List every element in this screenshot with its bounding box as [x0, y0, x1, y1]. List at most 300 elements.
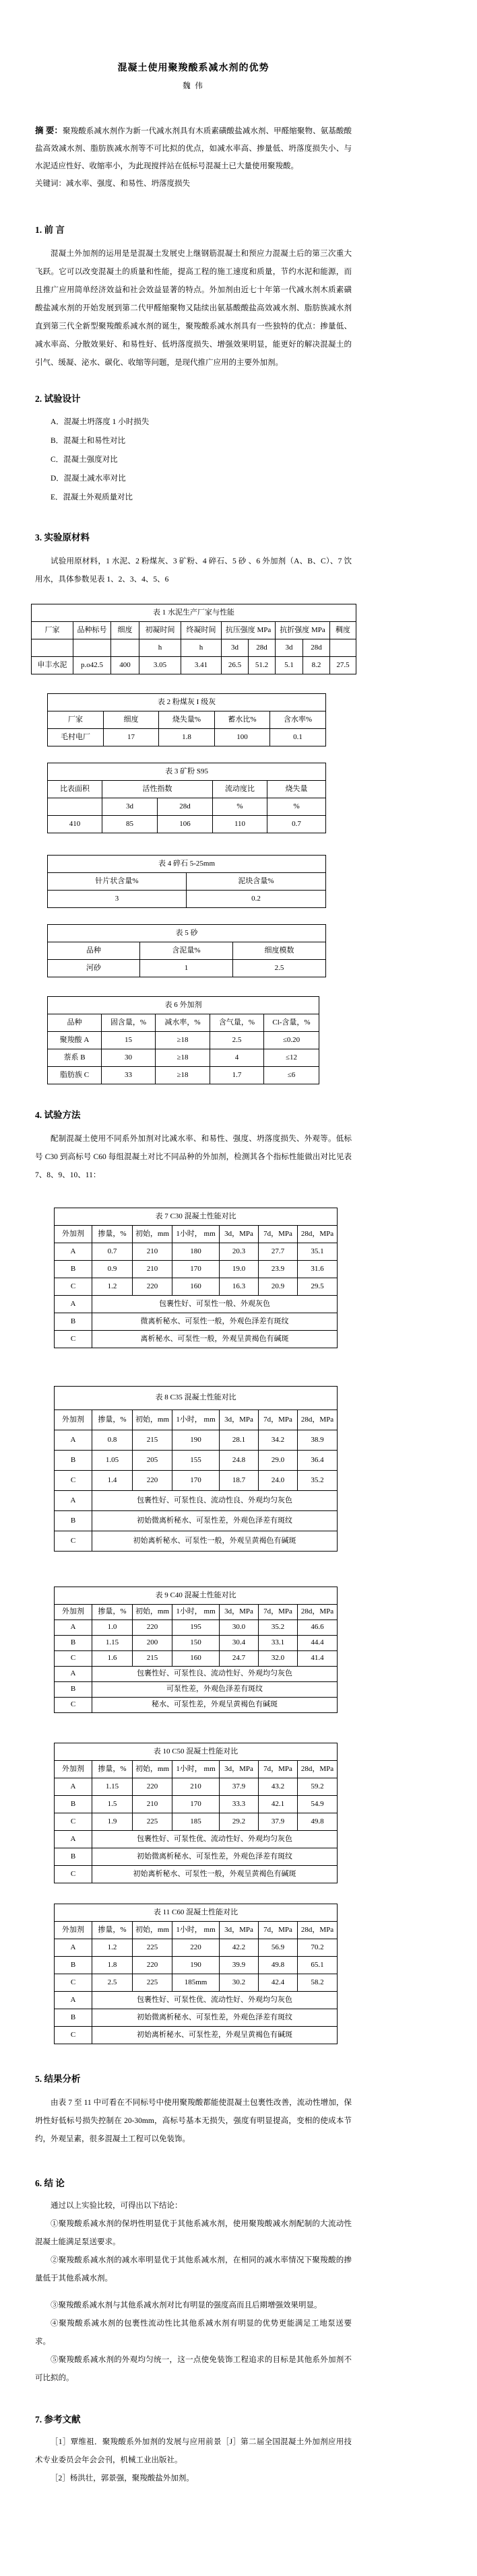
table-data-cell: 220: [133, 1620, 172, 1636]
table-data-cell: 49.8: [298, 1813, 338, 1831]
table-data-cell: ≤6: [264, 1067, 319, 1084]
table-data-cell: 1.2: [92, 1278, 133, 1296]
table-data-cell: 1.05: [92, 1451, 133, 1471]
table-header-cell: 1小时， mm: [172, 1226, 220, 1243]
table-title: 表 4 碎石 5-25mm: [48, 856, 326, 873]
table-data-cell: 29.2: [220, 1813, 259, 1831]
table-data-cell: A: [55, 1491, 92, 1511]
table-data-cell: 59.2: [298, 1778, 338, 1796]
table-data-cell: 58.2: [298, 1974, 338, 1992]
table-data-cell: B: [55, 1313, 92, 1331]
table-1-cement: [31, 604, 356, 674]
table-data-cell: 1.9: [92, 1813, 133, 1831]
table-data-cell: C: [55, 1651, 92, 1667]
table-data-cell: 41.4: [298, 1651, 338, 1667]
table-data-cell: 210: [133, 1796, 172, 1813]
table-header-cell: 1小时， mm: [172, 1761, 220, 1778]
table-data-cell: B: [55, 1796, 92, 1813]
table-data-cell: 225: [133, 1813, 172, 1831]
table-data-cell: 5.1: [276, 657, 303, 674]
table-note-cell: 初始微离析秘水、可泵性差，外观色泽差有斑纹: [92, 2009, 338, 2027]
table-data-cell: C: [55, 1278, 92, 1296]
table-data-cell: B: [55, 1451, 92, 1471]
table-data-cell: C: [55, 2027, 92, 2044]
table-header-cell: 28d，MPa: [298, 1922, 338, 1939]
table-header-cell: 28d: [158, 798, 213, 816]
table-header-cell: 掺量，%: [92, 1922, 133, 1939]
table-data-cell: 43.2: [259, 1778, 298, 1796]
table-note-cell: 包裹性好、可泵性一般、外观灰色: [92, 1296, 338, 1313]
table-data-cell: 0.7: [267, 816, 326, 833]
table-header-cell: 7d，MPa: [259, 1226, 298, 1243]
conclusion-list: [35, 2215, 352, 2388]
table-data-cell: A: [55, 1667, 92, 1682]
table-title: 表 9 C40 混凝土性能对比: [55, 1587, 338, 1605]
paragraph-results: 由表 7 至 11 中可看在不同标号中使用聚羧酸都能使混凝土包裹性改善，流动性增加，保坍性好低标号损失控制在 20-30mm，高标号基本无损失，强度有明显提高，变相的使成本节约，外观呈素，很多混凝土工程可以免装饰。: [35, 2099, 352, 2143]
conclusion-intro: 通过以上实验比较，可得出以下结论：: [51, 2202, 183, 2210]
table-title: 表 2 粉煤灰 I 级灰: [48, 694, 326, 711]
table-data-cell: 160: [172, 1651, 220, 1667]
table-data-cell: 38.9: [298, 1430, 338, 1451]
table-data-cell: 155: [172, 1451, 220, 1471]
table-data-cell: 20.3: [220, 1243, 259, 1261]
table-data-cell: 110: [213, 816, 267, 833]
table-header-cell: 28d，MPa: [298, 1410, 338, 1430]
table-title: 表 5 砂: [48, 925, 326, 942]
table-note-cell: 初始微离析秘水、可泵性差，外观色泽差有斑纹: [92, 1848, 338, 1866]
section-heading-6: 6. 结 论: [35, 2178, 65, 2188]
conclusion-item: ④聚羧酸系减水剂的包裹性流动性比其他系减水剂有明显的优势更能满足工地泵送要求。: [35, 2320, 352, 2346]
table-header-cell: 品种: [48, 942, 140, 960]
table-data-cell: 24.0: [259, 1471, 298, 1491]
table-header-cell: 3d，MPa: [220, 1761, 259, 1778]
table-data-cell: 200: [133, 1636, 172, 1651]
abstract: [35, 122, 352, 175]
table-data-cell: C: [55, 1471, 92, 1491]
table-data-cell: 聚羧酸 A: [48, 1032, 102, 1049]
table-data-cell: 180: [172, 1243, 220, 1261]
table-data-cell: 49.8: [259, 1957, 298, 1974]
table-data-cell: 46.6: [298, 1620, 338, 1636]
table-data-cell: p.o42.5: [73, 657, 111, 674]
table-data-cell: 56.9: [259, 1939, 298, 1957]
table-data-cell: ≤12: [264, 1049, 319, 1067]
conclusion-item: ②聚羧酸系减水剂的减水率明显优于其他系减水剂，在相同的减水率情况下聚羧酸的掺量低于其他系减水剂。: [35, 2256, 352, 2283]
table-data-cell: 1.7: [210, 1067, 264, 1084]
table-data-cell: 2.5: [210, 1032, 264, 1049]
table-header-cell: 1小时， mm: [172, 1605, 220, 1620]
table-header-cell: 28d，MPa: [298, 1761, 338, 1778]
design-item: D．混凝土减水率对比: [51, 475, 126, 483]
reference-item: ［1］覃维祖．聚羧酸系外加剂的发展与应用前景［J］第二届全国混凝土外加剂应用技术专业委员会年会会刊，机械工业出版社。: [35, 2438, 352, 2464]
table-data-cell: 85: [102, 816, 158, 833]
table-data-cell: 1.0: [92, 1620, 133, 1636]
table-header-cell: 初凝时间: [139, 622, 181, 639]
table-8-c35: [54, 1386, 338, 1552]
table-data-cell: 30.0: [220, 1620, 259, 1636]
table-header-cell: [330, 639, 356, 657]
table-title: 表 7 C30 混凝土性能对比: [55, 1208, 338, 1226]
table-data-cell: 申丰水泥: [32, 657, 73, 674]
table-data-cell: A: [55, 1620, 92, 1636]
table-note-cell: 可泵性差，外观色泽差有斑纹: [92, 1682, 338, 1698]
table-header-cell: 28d: [303, 639, 330, 657]
table-data-cell: B: [55, 1261, 92, 1278]
table-note-cell: 初始离析秘水、可泵性差，外观呈黄褐色有碱斑: [92, 2027, 338, 2044]
table-header-cell: 厂家: [48, 711, 104, 729]
table-title: 表 6 外加剂: [48, 997, 319, 1014]
table-data-cell: 0.9: [92, 1261, 133, 1278]
table-data-cell: C: [55, 1866, 92, 1883]
table-2-fly-ash: [47, 693, 326, 746]
table-header-cell: %: [267, 798, 326, 816]
table-data-cell: 23.9: [259, 1261, 298, 1278]
table-header-cell: 28d，MPa: [298, 1226, 338, 1243]
table-data-cell: 51.2: [249, 657, 276, 674]
table-data-cell: 30.2: [220, 1974, 259, 1992]
table-data-cell: 31.6: [298, 1261, 338, 1278]
abstract-text: 聚羧酸系减水剂作为新一代减水剂具有木质素磺酸盐减水剂、甲醛缩聚物、氨基酸酸盐高效减水剂、脂肪族减水剂等不可比拟的优点，如减水率高、掺量低、坍落度损失小、与水泥适应性好、收缩率小，为此现搅拌站在低标号混凝土已大量使用聚羧酸。: [35, 127, 352, 170]
table-10-c50: [54, 1743, 338, 1883]
table-title: 表 8 C35 混凝土性能对比: [55, 1387, 338, 1410]
table-data-cell: A: [55, 1296, 92, 1313]
table-data-cell: 0.1: [270, 729, 326, 746]
table-note-cell: 包裹性好、可泵性优、流动性好、外观均匀灰色: [92, 1992, 338, 2009]
conclusion-item: ⑤聚羧酸系减水剂的外观均匀统一，这一点使免装饰工程追求的目标是其他系外加剂不可比拟的。: [35, 2356, 352, 2382]
table-header-cell: 蓄水比%: [215, 711, 270, 729]
table-header-cell: 厂家: [32, 622, 73, 639]
table-data-cell: 225: [133, 1939, 172, 1957]
author: 魏 伟: [183, 82, 204, 90]
table-data-cell: ≤0.20: [264, 1032, 319, 1049]
table-data-cell: 100: [215, 729, 270, 746]
table-data-cell: 37.9: [259, 1813, 298, 1831]
table-data-cell: 1.8: [159, 729, 215, 746]
table-header-cell: 初始，mm: [133, 1410, 172, 1430]
table-header-cell: 活性指数: [102, 781, 213, 798]
table-data-cell: 54.9: [298, 1796, 338, 1813]
design-item: A．混凝土坍落度 1 小时损失: [51, 418, 150, 426]
table-header-cell: [111, 639, 139, 657]
table-data-cell: 36.4: [298, 1451, 338, 1471]
table-header-cell: 抗压强度 MPa: [222, 622, 276, 639]
table-header-cell: 烧失量: [267, 781, 326, 798]
table-data-cell: 2.5: [92, 1974, 133, 1992]
table-header-cell: 3d，MPa: [220, 1410, 259, 1430]
table-data-cell: 220: [133, 1957, 172, 1974]
table-header-cell: %: [213, 798, 267, 816]
table-data-cell: 185mm: [172, 1974, 220, 1992]
table-header-cell: 7d，MPa: [259, 1761, 298, 1778]
design-item: C．混凝土强度对比: [51, 456, 118, 464]
table-data-cell: B: [55, 1957, 92, 1974]
table-header-cell: 28d，MPa: [298, 1605, 338, 1620]
table-note-cell: 包裹性好、可泵性良、流动性良、外观均匀灰色: [92, 1491, 338, 1511]
table-data-cell: 3: [48, 891, 187, 908]
table-note-cell: 包裹性好、可泵性优、流动性好、外观均匀灰色: [92, 1831, 338, 1848]
section-heading-7: 7. 参考文献: [35, 2414, 81, 2425]
table-data-cell: 210: [172, 1778, 220, 1796]
table-9-c40: [54, 1587, 338, 1713]
table-header-cell: 品种标号: [73, 622, 111, 639]
table-header-cell: 外加剂: [55, 1410, 92, 1430]
table-data-cell: B: [55, 1848, 92, 1866]
table-note-cell: 初始离析秘水、可泵性一般，外观呈黄褐色有碱斑: [92, 1866, 338, 1883]
document-content: [35, 0, 352, 2488]
table-data-cell: ≥18: [156, 1067, 210, 1084]
section-heading-2: 2. 试验设计: [35, 394, 81, 404]
table-header-cell: 终凝时间: [181, 622, 222, 639]
table-data-cell: 205: [133, 1451, 172, 1471]
table-data-cell: 106: [158, 816, 213, 833]
table-data-cell: 20.9: [259, 1278, 298, 1296]
table-data-cell: B: [55, 1511, 92, 1531]
table-data-cell: 33.1: [259, 1636, 298, 1651]
table-data-cell: 1.15: [92, 1636, 133, 1651]
table-data-cell: 0.2: [187, 891, 326, 908]
table-data-cell: 15: [102, 1032, 156, 1049]
design-item-list: [35, 413, 352, 507]
conclusion-item: ③聚羧酸系减水剂与其他系减水剂对比有明显的强度高而且后期增强效果明显。: [51, 2301, 322, 2309]
table-data-cell: 39.9: [220, 1957, 259, 1974]
table-data-cell: 35.2: [259, 1620, 298, 1636]
paragraph-intro: 混凝土外加剂的运用是是混凝土发展史上继钢筋混凝土和预应力混凝土后的第三次重大飞跃。它可以改变混凝土的质量和性能，提高工程的施工速度和质量，节约水泥和能源，而且推广应用简单经济效益和社会效益显著的特点。外加剂由近七十年第一代减水剂木质素磺酸盐减水剂的开始发展到第二代甲醛缩聚物又陆续出氨基酸酸盐高效减水剂、脂肪族减水剂直到第三代全新型聚羧酸系减水剂的诞生，聚羧酸系减水剂具有一些独特的优点：掺量低、减水率高、分散效果好、和易性好、低坍落度损失、增强效果明显，能更好的解决混凝土的引气、缓凝、泌水、碳化、收缩等问题，是现代推广应用的主要外加剂。: [35, 250, 352, 367]
table-5-sand: [47, 924, 326, 977]
table-data-cell: C: [55, 1531, 92, 1552]
table-header-cell: [32, 639, 73, 657]
table-data-cell: 220: [133, 1471, 172, 1491]
table-data-cell: A: [55, 1939, 92, 1957]
table-header-cell: 3d: [222, 639, 249, 657]
table-header-cell: 细度模数: [233, 942, 326, 960]
table-data-cell: 225: [133, 1974, 172, 1992]
table-header-cell: [73, 639, 111, 657]
section-heading-4: 4. 试验方法: [35, 1110, 81, 1120]
table-note-cell: 初始离析秘水、可泵性一般，外观呈黄褐色有碱斑: [92, 1531, 338, 1552]
table-header-cell: 1小时， mm: [172, 1410, 220, 1430]
table-data-cell: C: [55, 1974, 92, 1992]
paragraph-method: 配制混凝土使用不同系外加剂对比减水率、和易性、强度、坍落度损失、外观等。低标号 C30 到高标号 C60 每组混凝土对比不同品种的外加剂，检测其各个指标性能做出对比见表 7、8、9、10、11：: [35, 1135, 352, 1179]
table-data-cell: 220: [133, 1778, 172, 1796]
table-6-admixtures: [47, 996, 319, 1084]
table-header-cell: 抗折强度 MPa: [276, 622, 330, 639]
table-data-cell: 17: [104, 729, 159, 746]
table-data-cell: 410: [48, 816, 102, 833]
table-data-cell: 1.4: [92, 1471, 133, 1491]
table-header-cell: 初始，mm: [133, 1605, 172, 1620]
table-data-cell: 210: [133, 1261, 172, 1278]
table-4-crushed-stone: [47, 855, 326, 908]
table-title: 表 10 C50 混凝土性能对比: [55, 1743, 338, 1761]
table-data-cell: 35.2: [298, 1471, 338, 1491]
table-data-cell: 33: [102, 1067, 156, 1084]
table-header-cell: 烧失量%: [159, 711, 215, 729]
table-data-cell: 27.5: [330, 657, 356, 674]
table-data-cell: 220: [172, 1939, 220, 1957]
table-data-cell: 26.5: [222, 657, 249, 674]
table-data-cell: A: [55, 1992, 92, 2009]
table-data-cell: A: [55, 1243, 92, 1261]
table-note-cell: 秘水、可泵性差，外观呈黄褐色有碱斑: [92, 1698, 338, 1713]
table-header-cell: 含泥量%: [140, 942, 233, 960]
table-header-cell: 初始，mm: [133, 1761, 172, 1778]
table-data-cell: A: [55, 1430, 92, 1451]
table-header-cell: 28d: [249, 639, 276, 657]
table-header-cell: 外加剂: [55, 1922, 92, 1939]
table-header-cell: 掺量，%: [92, 1410, 133, 1430]
table-data-cell: 30.4: [220, 1636, 259, 1651]
table-data-cell: 170: [172, 1261, 220, 1278]
table-header-cell: 7d，MPa: [259, 1410, 298, 1430]
table-data-cell: 0.7: [92, 1243, 133, 1261]
table-data-cell: 18.7: [220, 1471, 259, 1491]
table-header-cell: 流动度比: [213, 781, 267, 798]
table-data-cell: 44.4: [298, 1636, 338, 1651]
table-data-cell: 19.0: [220, 1261, 259, 1278]
keywords: 关键词：减水率、强度、和易性、坍落度损失: [35, 180, 190, 188]
table-header-cell: 稠度: [330, 622, 356, 639]
table-header-cell: 初始，mm: [133, 1922, 172, 1939]
table-header-cell: 7d，MPa: [259, 1605, 298, 1620]
table-data-cell: B: [55, 1636, 92, 1651]
table-header-cell: Cl-含量，%: [264, 1014, 319, 1032]
table-data-cell: 3.41: [181, 657, 222, 674]
table-data-cell: 萘系 B: [48, 1049, 102, 1067]
table-data-cell: 3.05: [139, 657, 181, 674]
table-data-cell: 215: [133, 1651, 172, 1667]
table-data-cell: 16.3: [220, 1278, 259, 1296]
table-data-cell: C: [55, 1698, 92, 1713]
table-data-cell: 34.2: [259, 1430, 298, 1451]
table-data-cell: 24.8: [220, 1451, 259, 1471]
table-data-cell: 190: [172, 1957, 220, 1974]
table-data-cell: A: [55, 1831, 92, 1848]
table-header-cell: 3d，MPa: [220, 1605, 259, 1620]
table-11-c60: [54, 1904, 338, 2044]
table-data-cell: 29.5: [298, 1278, 338, 1296]
table-header-cell: 细度: [104, 711, 159, 729]
table-data-cell: 24.7: [220, 1651, 259, 1667]
table-data-cell: 42.4: [259, 1974, 298, 1992]
table-data-cell: 42.1: [259, 1796, 298, 1813]
table-data-cell: 1: [140, 960, 233, 977]
table-data-cell: 1.5: [92, 1796, 133, 1813]
table-data-cell: 220: [133, 1278, 172, 1296]
table-header-cell: 外加剂: [55, 1605, 92, 1620]
table-data-cell: 1.15: [92, 1778, 133, 1796]
table-header-cell: 1小时， mm: [172, 1922, 220, 1939]
table-data-cell: 8.2: [303, 657, 330, 674]
table-data-cell: 30: [102, 1049, 156, 1067]
table-header-cell: 外加剂: [55, 1226, 92, 1243]
table-header-cell: 针片状含量%: [48, 873, 187, 891]
table-data-cell: 70.2: [298, 1939, 338, 1957]
table-header-cell: 3d，MPa: [220, 1922, 259, 1939]
design-item: E．混凝土外观质量对比: [51, 493, 133, 501]
table-data-cell: 29.0: [259, 1451, 298, 1471]
table-header-cell: 细度: [111, 622, 139, 639]
conclusion-item: ①聚羧酸系减水剂的保坍性明显优于其他系减水剂，使用聚羧酸减水剂配制的大流动性混凝土能满足泵送要求。: [35, 2220, 352, 2246]
table-data-cell: 毛村电厂: [48, 729, 104, 746]
table-data-cell: 170: [172, 1796, 220, 1813]
table-3-slag-powder: [47, 763, 326, 833]
table-header-cell: 外加剂: [55, 1761, 92, 1778]
table-header-cell: 掺量，%: [92, 1226, 133, 1243]
table-note-cell: 离析秘水、可泵性一般，外观呈黄褐色有碱斑: [92, 1331, 338, 1348]
section-heading-3: 3. 实验原材料: [35, 532, 90, 543]
table-header-cell: 掺量，%: [92, 1761, 133, 1778]
table-data-cell: 37.9: [220, 1778, 259, 1796]
table-data-cell: C: [55, 1331, 92, 1348]
table-header-cell: 减水率，%: [156, 1014, 210, 1032]
table-header-cell: 品种: [48, 1014, 102, 1032]
table-note-cell: 微离析秘水、可泵性一般，外观色泽差有斑纹: [92, 1313, 338, 1331]
reference-list: [35, 2433, 352, 2488]
table-note-cell: 包裹性好、可泵性良、流动性好、外观均匀灰色: [92, 1667, 338, 1682]
table-header-cell: 含水率%: [270, 711, 326, 729]
table-7-c30: [54, 1208, 338, 1348]
table-data-cell: C: [55, 1813, 92, 1831]
table-data-cell: 210: [133, 1243, 172, 1261]
table-data-cell: 0.8: [92, 1430, 133, 1451]
table-data-cell: A: [55, 1778, 92, 1796]
table-data-cell: 33.3: [220, 1796, 259, 1813]
table-header-cell: 初始，mm: [133, 1226, 172, 1243]
table-data-cell: ≥18: [156, 1049, 210, 1067]
table-note-cell: 初始微离析秘水、可泵性差，外观色泽差有斑纹: [92, 1511, 338, 1531]
table-data-cell: 1.2: [92, 1939, 133, 1957]
table-data-cell: 160: [172, 1278, 220, 1296]
table-data-cell: B: [55, 2009, 92, 2027]
paragraph-materials: 试验用原材料，1 水泥、2 粉煤灰、3 矿粉、4 碎石、5 砂 、6 外加剂（A、B、C）、7 饮用水，具体参数见表 1、2、3、4、5、6: [35, 557, 352, 584]
table-data-cell: 215: [133, 1430, 172, 1451]
page-title: 混凝土使用聚羧酸系减水剂的优势: [117, 63, 269, 73]
table-data-cell: 35.1: [298, 1243, 338, 1261]
table-header-cell: h: [139, 639, 181, 657]
table-data-cell: 4: [210, 1049, 264, 1067]
table-title: 表 3 矿粉 S95: [48, 763, 326, 781]
table-header-cell: 7d，MPa: [259, 1922, 298, 1939]
table-data-cell: 河砂: [48, 960, 140, 977]
table-data-cell: 1.6: [92, 1651, 133, 1667]
table-header-cell: 泥块含量%: [187, 873, 326, 891]
table-header-cell: 3d: [102, 798, 158, 816]
table-data-cell: 2.5: [233, 960, 326, 977]
table-data-cell: 42.2: [220, 1939, 259, 1957]
design-item: B．混凝土和易性对比: [51, 437, 126, 445]
table-title: 表 11 C60 混凝土性能对比: [55, 1904, 338, 1922]
table-header-cell: 含气量，%: [210, 1014, 264, 1032]
reference-item: ［2］杨洪壮，郭景强，聚羧酸盐外加剂。: [51, 2474, 194, 2482]
table-data-cell: 65.1: [298, 1957, 338, 1974]
table-data-cell: 150: [172, 1636, 220, 1651]
table-header-cell: h: [181, 639, 222, 657]
table-header-cell: 比表面积: [48, 781, 102, 798]
table-data-cell: 28.1: [220, 1430, 259, 1451]
section-heading-1: 1. 前 言: [35, 225, 65, 235]
section-heading-5: 5. 结果分析: [35, 2074, 81, 2084]
table-data-cell: 195: [172, 1620, 220, 1636]
table-data-cell: 170: [172, 1471, 220, 1491]
table-header-cell: [48, 798, 102, 816]
table-header-cell: 3d: [276, 639, 303, 657]
table-data-cell: 190: [172, 1430, 220, 1451]
table-data-cell: B: [55, 1682, 92, 1698]
table-data-cell: 1.8: [92, 1957, 133, 1974]
abstract-label: 摘 要：: [35, 126, 63, 135]
table-header-cell: 3d，MPa: [220, 1226, 259, 1243]
table-title: 表 1 水泥生产厂家与性能: [32, 604, 356, 622]
